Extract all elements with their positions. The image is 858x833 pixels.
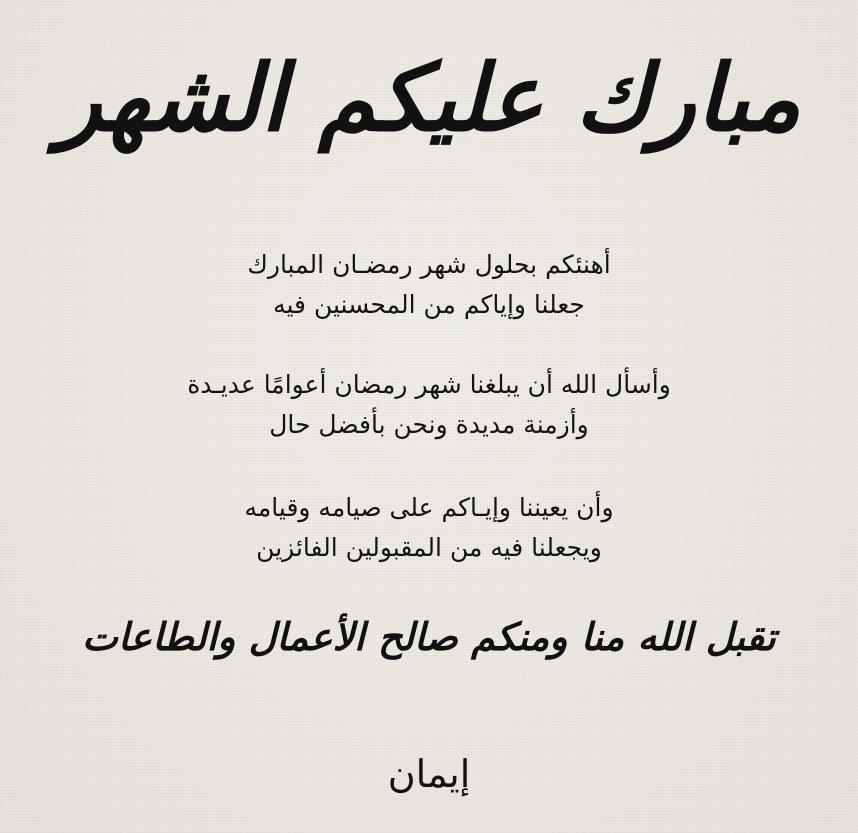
signature-name: إيمان xyxy=(387,752,471,796)
message-line: وأزمنة مديدة ونحن بأفضل حال xyxy=(269,410,589,439)
message-line: جعلنا وإياكم من المحسنين فيه xyxy=(273,290,585,319)
calligraphy-closing: تقبل الله منا ومنكم صالح الأعمال والطاعات xyxy=(82,614,776,659)
message-line: ويجعلنا فيه من المقبولين الفائزين xyxy=(256,533,602,562)
message-line: أهنئكم بحلول شهر رمضـان المبارك xyxy=(247,250,611,279)
message-stanza-2 xyxy=(0,365,858,445)
calligraphy-title: مبارك عليكم الشهر xyxy=(57,44,801,152)
message-line: وأن يعيننا وإيـاكم على صيامه وقيامه xyxy=(244,493,614,522)
message-stanza-3 xyxy=(0,488,858,568)
message-stanza-1 xyxy=(0,245,858,325)
message-line: وأسأل الله أن يبلغنا شهر رمضان أعوامًا عديـدة xyxy=(187,370,671,399)
